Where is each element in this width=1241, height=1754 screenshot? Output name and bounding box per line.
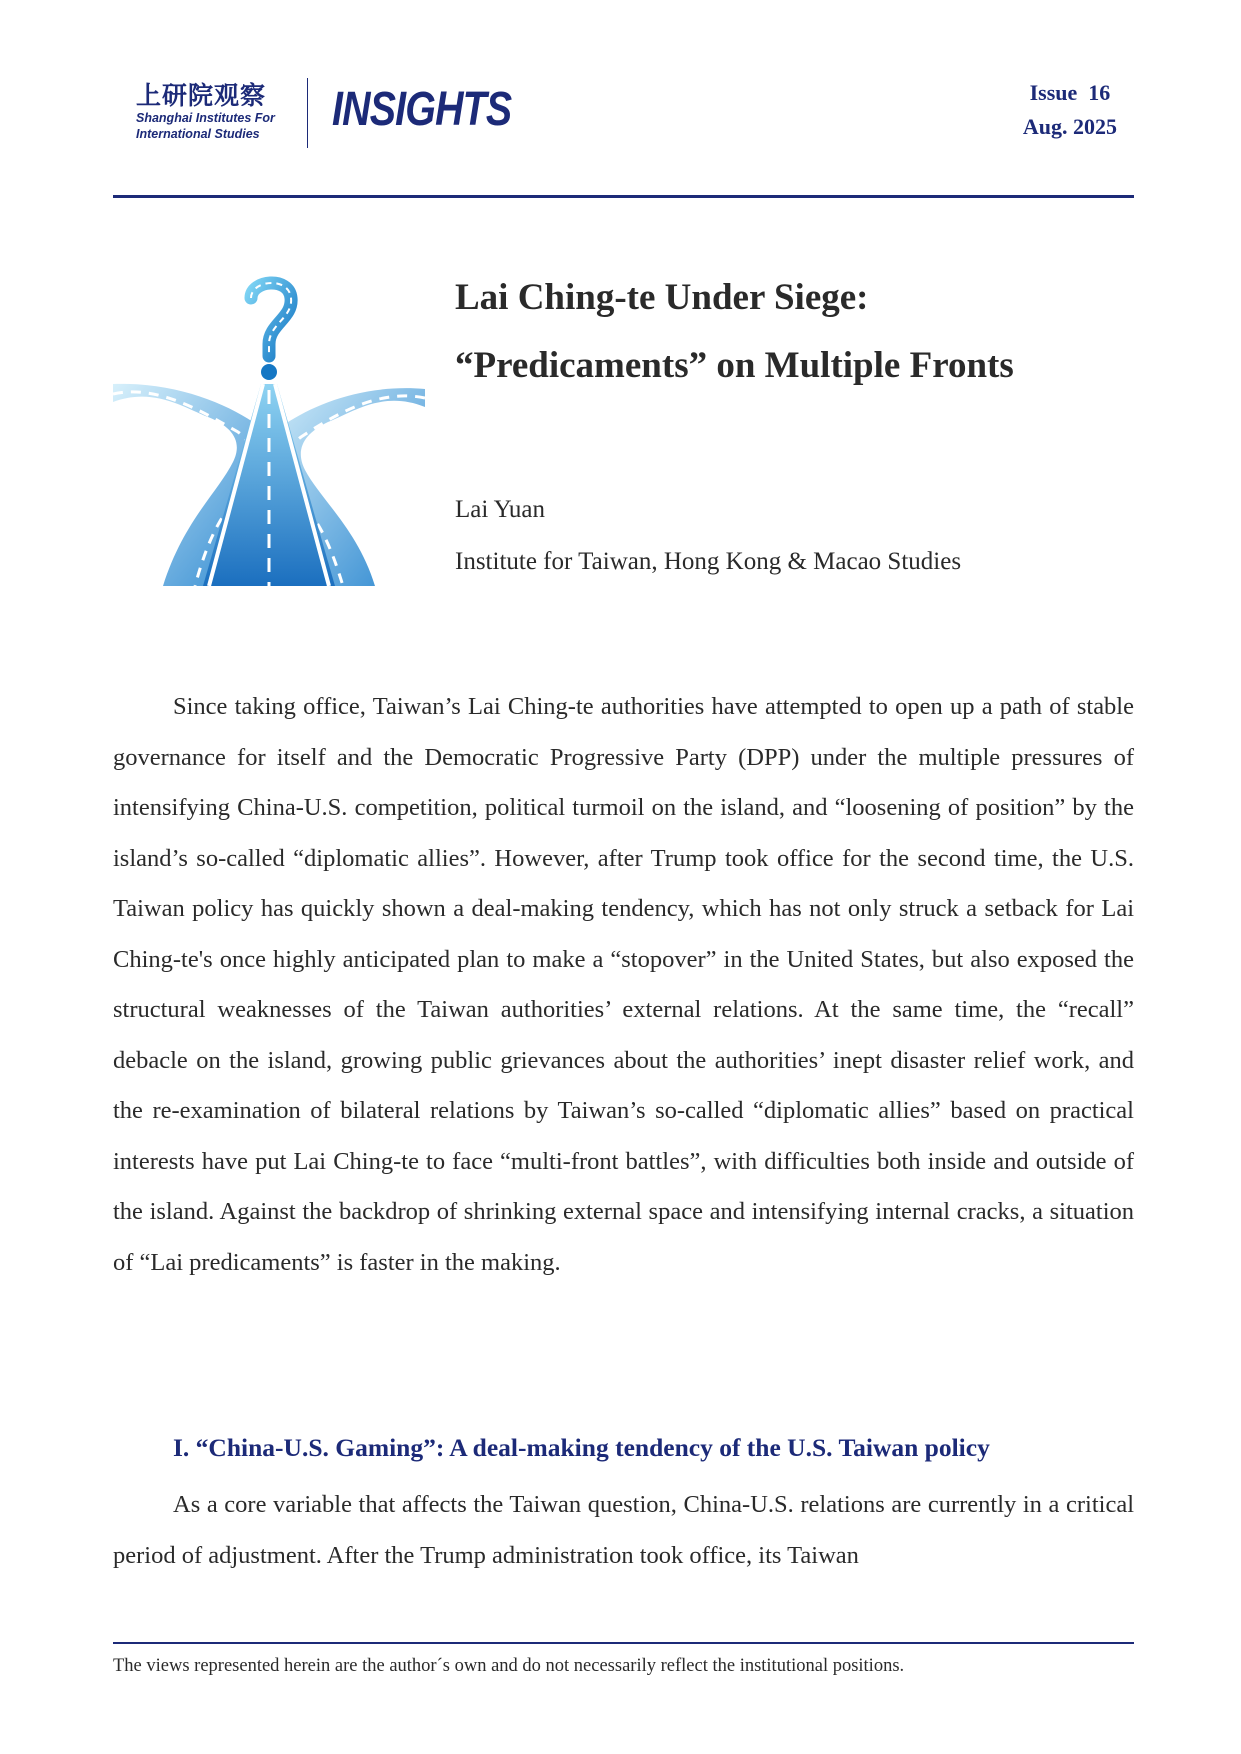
title-line-2: “Predicaments” on Multiple Fronts	[455, 345, 1014, 386]
logo-english-line2: International Studies	[136, 127, 260, 141]
issue-block	[1023, 76, 1117, 144]
header-rule	[113, 195, 1134, 198]
logo-chinese: 上研院观察	[136, 81, 267, 110]
logo-english-line1: Shanghai Institutes For	[136, 111, 275, 125]
paragraph: Since taking office, Taiwan’s Lai Ching-te authorities have attempted to open up a path of stable governance for itself and the Democratic Progressive Party (DPP) under the multiple pressures of intensifying China-U.S. competition, political turmoil on the island, and “loosening of position” by the island’s so-called “diplomatic allies”. However, after Trump took office for the second time, the U.S. Taiwan policy has quickly shown a deal-making tendency, which has not only struck a setback for Lai Ching-te's once highly anticipated plan to make a “stopover” in the United States, but also exposed the structural weaknesses of the Taiwan authorities’ external relations. At the same time, the “recall” debacle on the island, growing public grievances about the authorities’ inept disaster relief work, and the re-examination of bilateral relations by Taiwan’s so-called “diplomatic allies” based on practical interests have put Lai Ching-te to face “multi-front battles”, with difficulties both inside and outside of the island. Against the backdrop of shrinking external space and intensifying internal cracks, a situation of “Lai predicaments” is faster in the making.	[113, 693, 1134, 1276]
author-affiliation: Institute for Taiwan, Hong Kong & Macao Studies	[455, 548, 962, 575]
author-block	[455, 484, 961, 588]
article-body-continued	[113, 1480, 1134, 1581]
title-line-1: Lai Ching-te Under Siege:	[455, 277, 869, 318]
author-name: Lai Yuan	[455, 496, 546, 523]
article-body	[113, 682, 1134, 1288]
footer-rule	[113, 1642, 1134, 1644]
article-title	[455, 264, 1014, 400]
footer-disclaimer: The views represented herein are the author´s own and do not necessarily reflect the institutional positions.	[113, 1656, 905, 1676]
page-header	[113, 76, 1133, 156]
section-heading: I. “China-U.S. Gaming”: A deal-making tendency of the U.S. Taiwan policy	[173, 1433, 990, 1462]
road-fork-question-icon	[113, 272, 425, 586]
logo-separator	[307, 78, 308, 148]
issue-date: Aug. 2025	[1022, 114, 1117, 139]
insights-wordmark: INSIGHTS	[332, 83, 512, 136]
paragraph: As a core variable that affects the Taiwan question, China-U.S. relations are currently in a critical period of adjustment. After the Trump administration took office, its Taiwan	[113, 1491, 1134, 1569]
logo-english	[136, 110, 296, 142]
issue-number: Issue 16	[1029, 80, 1111, 105]
